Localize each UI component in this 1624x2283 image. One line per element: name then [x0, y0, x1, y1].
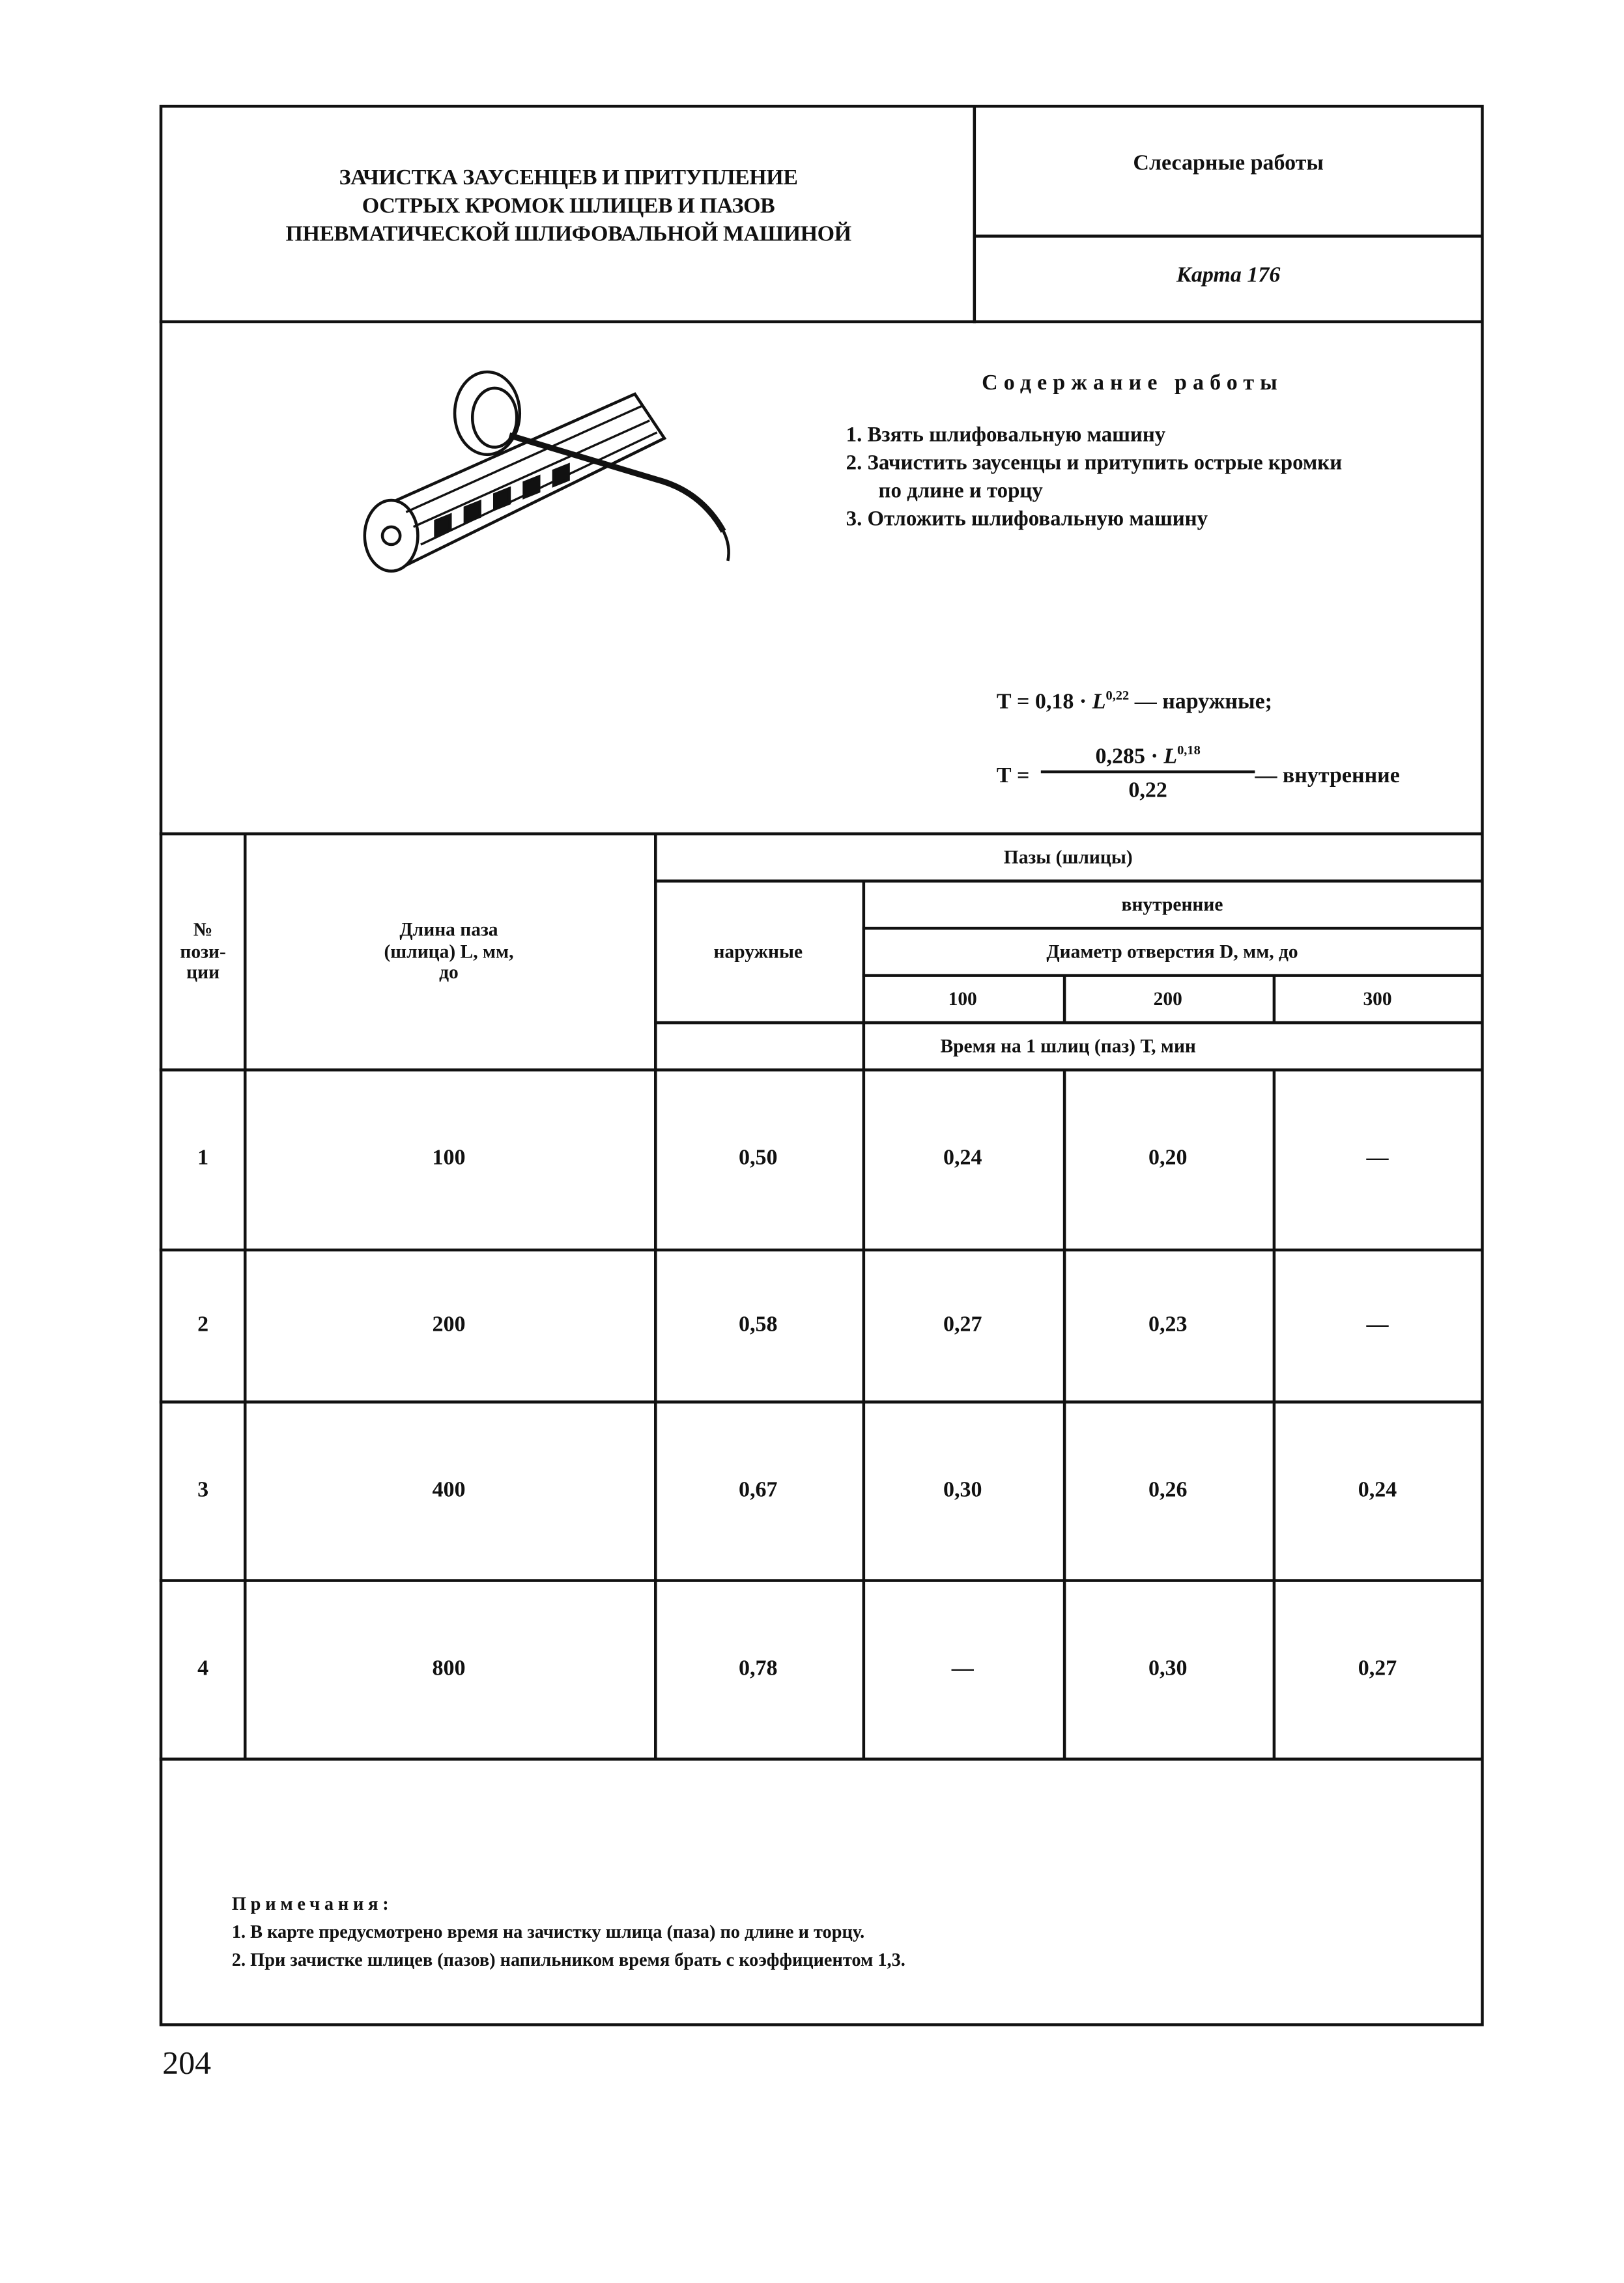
header-inner: внутренние — [1121, 892, 1223, 915]
cell-inner-100: 0,27 — [943, 1313, 982, 1337]
cell-inner-300: — — [1366, 1313, 1389, 1337]
step-item: 1. Взять шлифовальную машину — [846, 423, 1166, 447]
notes-heading: Примечания: — [231, 1893, 393, 1914]
header-time: Время на 1 шлиц (паз) Т, мин — [940, 1034, 1196, 1056]
formula-numerator — [1041, 743, 1255, 774]
formula-text: Т = 0,18 · — [996, 690, 1092, 715]
cell-position: 1 — [197, 1147, 209, 1171]
title-line: ОСТРЫХ КРОМОК ШЛИЦЕВ И ПАЗОВ — [362, 195, 775, 219]
header-diam-100: 100 — [948, 986, 977, 1009]
cell-position: 3 — [197, 1478, 209, 1503]
cell-outer: 0,58 — [739, 1313, 778, 1337]
header-length: Длина паза (шлица) L, мм, до — [384, 917, 514, 984]
formula-outer — [997, 688, 1272, 716]
formula-exp: 0,22 — [1105, 687, 1130, 703]
cell-length: 800 — [432, 1657, 466, 1681]
formula-text: Т = — [996, 764, 1030, 788]
formula-text: 0,285 · — [1095, 745, 1164, 769]
header-diam-300: 300 — [1363, 986, 1392, 1009]
formula-text: — наружные; — [1129, 690, 1272, 715]
divider — [160, 320, 1483, 324]
title-line: ПНЕВМАТИЧЕСКОЙ ШЛИФОВАЛЬНОЙ МАШИНОЙ — [285, 223, 851, 247]
cell-outer: 0,78 — [739, 1657, 778, 1681]
divider — [975, 234, 1483, 238]
formula-exp: 0,18 — [1177, 742, 1201, 758]
cell-length: 200 — [432, 1313, 466, 1337]
formula-text: — внутренние — [1255, 764, 1400, 788]
cell-inner-100: — — [951, 1657, 974, 1681]
grinder-illustration — [347, 362, 753, 605]
note-item: 2. При зачистке шлицев (пазов) напильником время брать с коэффициентом 1,3. — [231, 1949, 905, 1970]
card-number: Карта 176 — [1176, 264, 1281, 289]
page-title — [162, 165, 975, 249]
cell-outer: 0,67 — [739, 1478, 778, 1503]
category-label: Слесарные работы — [1133, 152, 1324, 177]
header-grooves: Пазы (шлицы) — [1003, 845, 1133, 868]
content-heading: Содержание работы — [982, 371, 1283, 396]
cell-position: 4 — [197, 1657, 209, 1681]
step-item: 2. Зачистить заусенцы и притупить острые кромки — [846, 451, 1343, 475]
cell-inner-200: 0,30 — [1148, 1657, 1188, 1681]
cell-inner-300: 0,24 — [1358, 1478, 1397, 1503]
formula-var: L — [1092, 690, 1106, 715]
title-line: ЗАЧИСТКА ЗАУСЕНЦЕВ И ПРИТУПЛЕНИЕ — [339, 167, 798, 191]
step-item: 3. Отложить шлифовальную машину — [846, 507, 1208, 532]
cell-length: 400 — [432, 1478, 466, 1503]
step-item: по длине и торцу — [878, 479, 1043, 503]
note-item: 1. В карте предусмотрено время на зачистку шлица (паза) по длине и торцу. — [231, 1921, 865, 1942]
header-position: № пози-ции — [180, 917, 226, 984]
formula-denominator: 0,22 — [1128, 779, 1167, 803]
cell-inner-200: 0,23 — [1148, 1313, 1188, 1337]
cell-inner-100: 0,30 — [943, 1478, 982, 1503]
cell-outer: 0,50 — [739, 1147, 778, 1171]
page-number: 204 — [162, 2043, 212, 2081]
work-steps — [846, 422, 1343, 534]
header-outer: наружные — [713, 939, 803, 962]
cell-inner-300: 0,27 — [1358, 1657, 1397, 1681]
formula-var: L — [1163, 745, 1178, 769]
header-diameter: Диаметр отверстия D, мм, до — [1046, 939, 1298, 962]
cell-inner-100: 0,24 — [943, 1147, 982, 1171]
cell-length: 100 — [432, 1147, 466, 1171]
cell-inner-300: — — [1366, 1147, 1389, 1171]
cell-inner-200: 0,20 — [1148, 1147, 1188, 1171]
cell-inner-200: 0,26 — [1148, 1478, 1188, 1503]
header-diam-200: 200 — [1153, 986, 1182, 1009]
cell-position: 2 — [197, 1313, 209, 1337]
